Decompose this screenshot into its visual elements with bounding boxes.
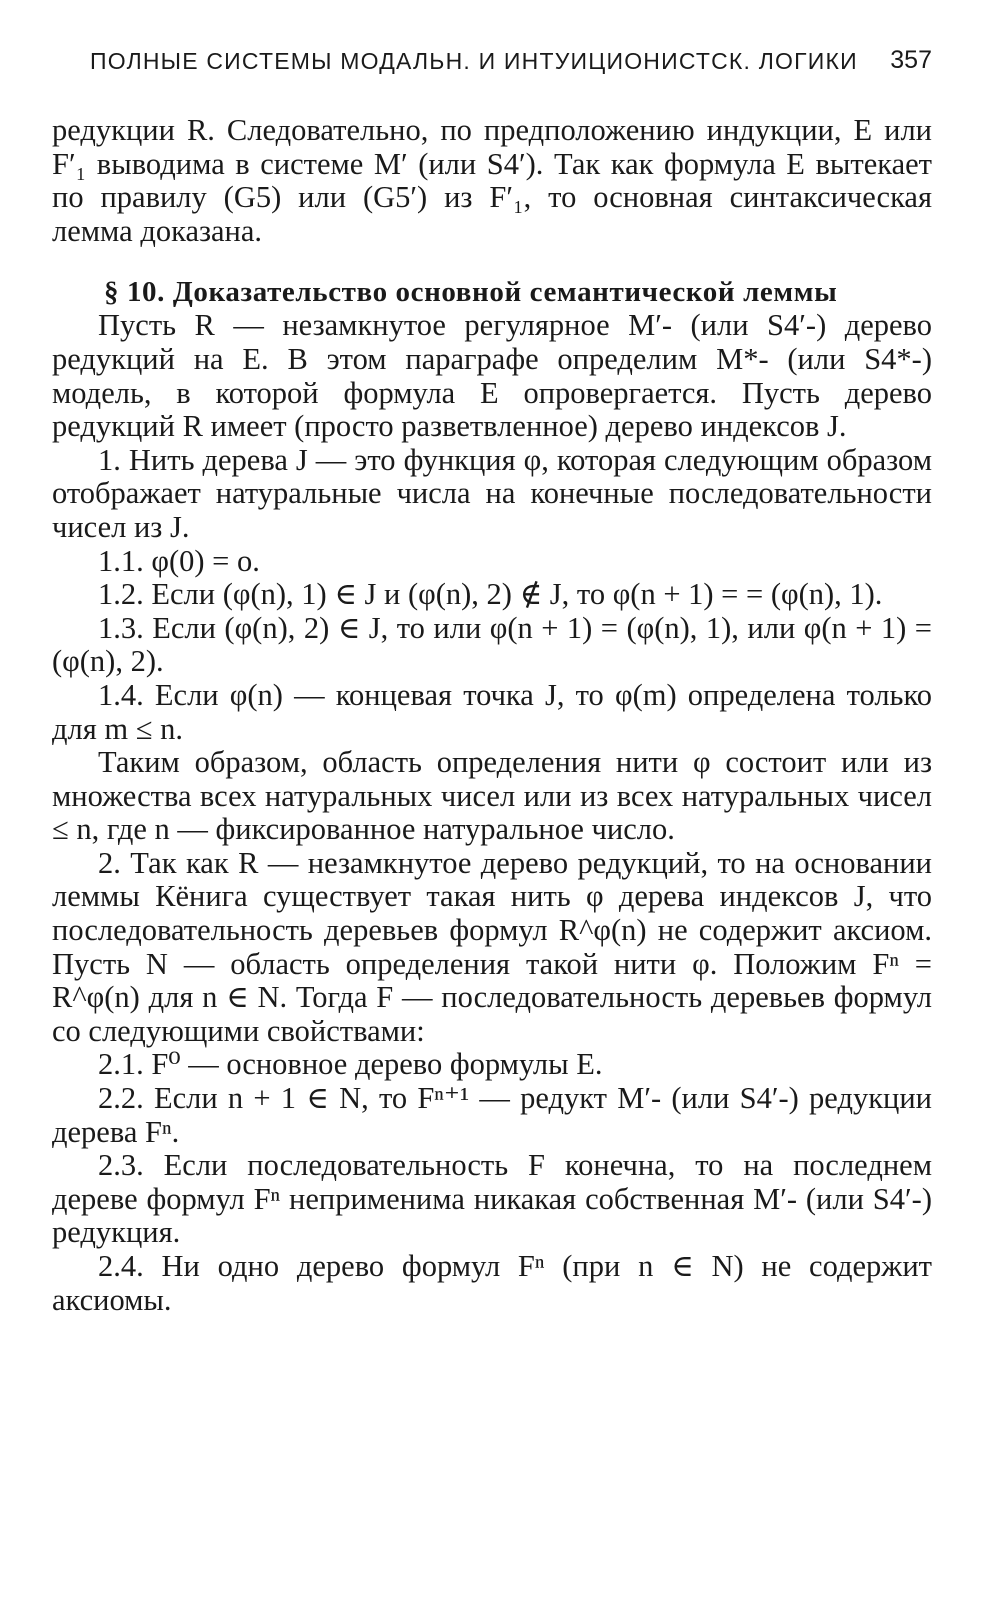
running-header: [52, 40, 932, 80]
book-page: [52, 40, 932, 1317]
item-2: 2. Так как R — незамкнутое дерево редукций, то на основании леммы Кёнига существует такая нить φ дерева индексов J, что последовательность деревьев формул R^φ(n) не содержит аксиом. Пусть N — область определения такой нити φ. Положим Fⁿ = R^φ(n) для n ∈ N. Тогда F — последовательность деревьев формул со следующими свойствами:: [52, 845, 932, 1048]
section-heading: § 10. Доказательство основной семантической леммы: [104, 276, 838, 309]
intro-paragraph: редукции R. Следовательно, по предположению индукции, E или F′₁ выводима в системе M′ (или S4′). Так как формула E вытекает по правилу (G5) или (G5′) из F′₁, то основная синтаксическая лемма доказана.: [52, 113, 932, 248]
item-1-2: 1.2. Если (φ(n), 1) ∈ J и (φ(n), 2) ∉ J, то φ(n + 1) = = (φ(n), 1).: [98, 577, 883, 612]
item-2-2: 2.2. Если n + 1 ∈ N, то Fⁿ⁺¹ — редукт M′- (или S4′-) редукции дерева Fⁿ.: [52, 1081, 932, 1149]
item-2-3: 2.3. Если последовательность F конечна, то на последнем дереве формул Fⁿ неприменима никакая собственная M′- (или S4′-) редукция.: [52, 1148, 932, 1250]
paragraph-definition: Пусть R — незамкнутое регулярное M′- (или S4′-) дерево редукций на E. В этом параграфе определим M*- (или S4*-) модель, в которой формула E опровергается. Пусть дерево редукций R имеет (просто разветвленное) дерево индексов J.: [52, 308, 932, 444]
item-1-3: 1.3. Если (φ(n), 2) ∈ J, то или φ(n + 1) = (φ(n), 1), или φ(n + 1) = (φ(n), 2).: [52, 610, 932, 679]
item-1-4: 1.4. Если φ(n) — концевая точка J, то φ(m) определена только для m ≤ n.: [52, 677, 932, 746]
item-1-1: 1.1. φ(0) = o.: [98, 543, 260, 578]
paragraph-domain: Таким образом, область определения нити φ состоит или из множества всех натуральных чисел или из всех натуральных чисел ≤ n, где n — фиксированное натуральное число.: [52, 745, 932, 847]
running-title: ПОЛНЫЕ СИСТЕМЫ МОДАЛЬН. И ИНТУИЦИОНИСТСК. ЛОГИКИ: [90, 48, 858, 74]
page-number: 357: [890, 46, 932, 74]
item-1: 1. Нить дерева J — это функция φ, которая следующим образом отображает натуральные числа на конечные последовательности чисел из J.: [52, 442, 932, 544]
item-2-1: 2.1. F⁰ — основное дерево формулы E.: [98, 1047, 603, 1082]
item-2-4: 2.4. Ни одно дерево формул Fⁿ (при n ∈ N) не содержит аксиомы.: [52, 1249, 932, 1317]
